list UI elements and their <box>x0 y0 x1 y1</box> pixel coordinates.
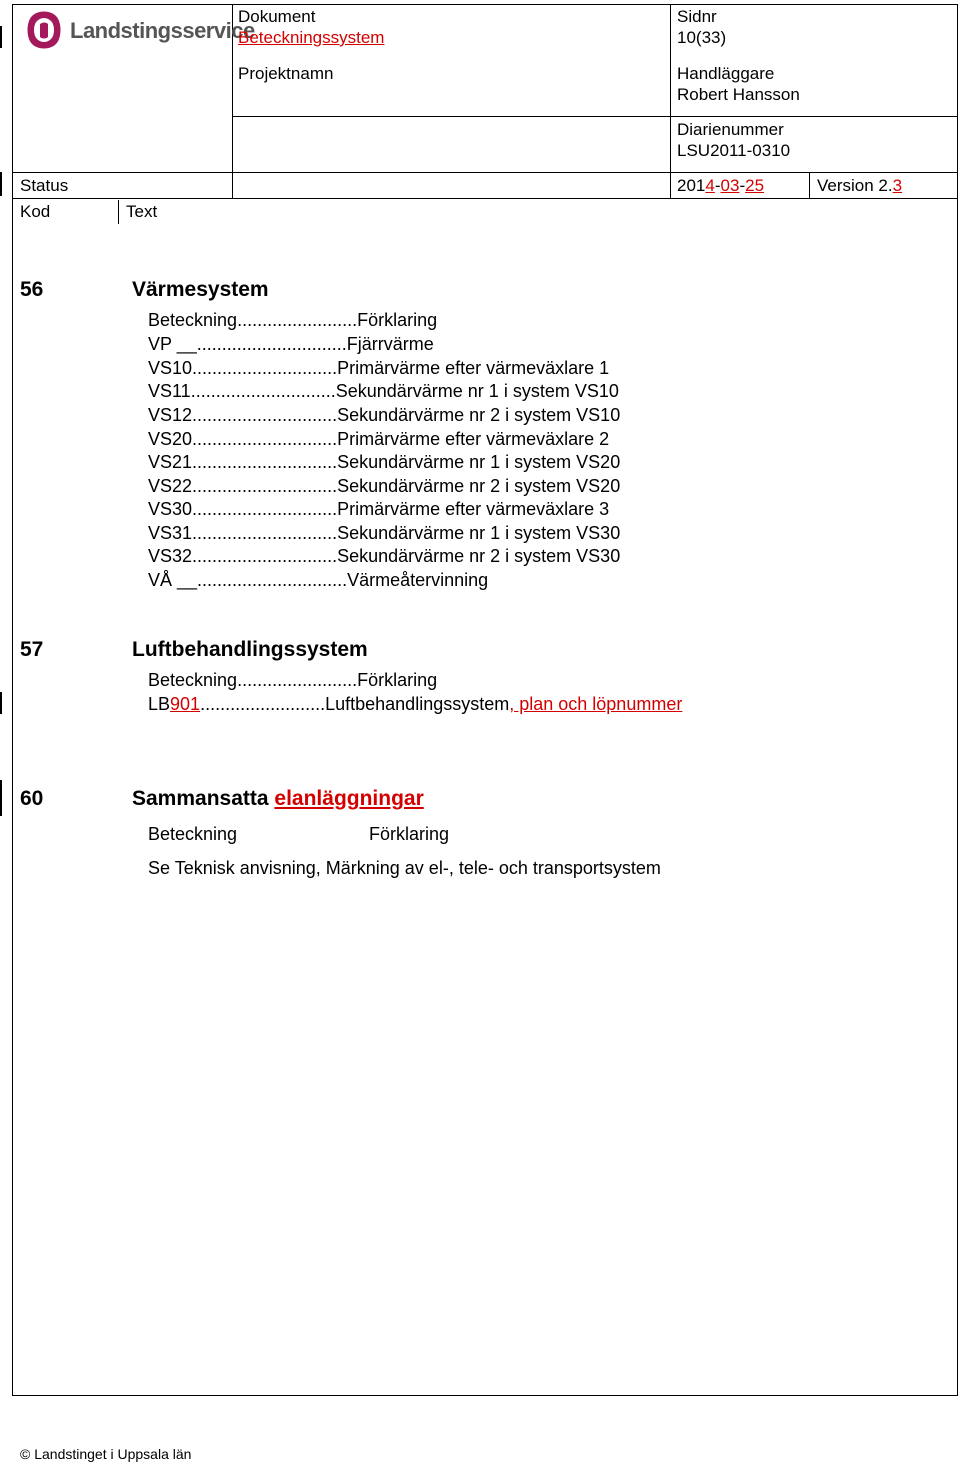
header-top-border <box>12 4 958 5</box>
section-60-col-code: Beteckning <box>148 824 238 844</box>
version-prefix: Version 2. <box>817 176 893 195</box>
list-item <box>148 475 620 497</box>
section-56-header-row <box>148 309 437 331</box>
sidnr-label: Sidnr <box>677 7 717 26</box>
version-value <box>817 175 902 196</box>
sidnr-value: 10(33) <box>677 28 727 47</box>
header-col-divider-2 <box>670 4 671 198</box>
text-label: Text <box>126 202 158 221</box>
change-bar <box>0 780 2 816</box>
leader-dots: ........................ <box>237 670 358 690</box>
section-60-col-desc: Förklaring <box>369 824 450 844</box>
item-code: VÅ __ <box>148 570 198 590</box>
leader-dots: ............................. <box>192 405 338 425</box>
title-part-changed: elanläggningar <box>274 787 424 810</box>
leader-dots: ............................. <box>192 499 338 519</box>
header-row-divider-3 <box>12 198 958 199</box>
section-60-note: Se Teknisk anvisning, Märkning av el-, tele- och transportsystem <box>148 858 661 878</box>
date-part: 25 <box>745 176 765 195</box>
item-desc: Luftbehandlingssystem <box>325 694 510 714</box>
handlaggare-label: Handläggare <box>677 64 775 83</box>
leader-dots: ......................... <box>200 694 326 714</box>
leader-dots: ............................. <box>192 476 338 496</box>
kod-text-divider <box>118 200 119 224</box>
list-item <box>148 545 620 567</box>
list-item <box>148 404 620 426</box>
title-part: Sammansatta <box>132 787 275 810</box>
change-bar <box>0 172 2 196</box>
list-item <box>148 522 620 544</box>
footer <box>20 1446 191 1462</box>
column-code-header: Beteckning <box>148 670 238 690</box>
date-part: 4 <box>705 176 715 195</box>
item-code: VS30 <box>148 499 193 519</box>
leader-dots: ............................. <box>190 381 336 401</box>
logo-text: Landstingsservice <box>70 18 255 43</box>
item-code: VS12 <box>148 405 193 425</box>
leader-dots: ............................. <box>192 523 338 543</box>
item-code: VS21 <box>148 452 193 472</box>
document-date <box>677 175 764 196</box>
date-part: - <box>739 176 746 195</box>
item-desc: Primärvärme efter värmeväxlare 3 <box>337 499 610 519</box>
leader-dots: ............................. <box>192 546 338 566</box>
section-56-number: 56 <box>20 278 44 301</box>
item-desc: Sekundärvärme nr 2 i system VS10 <box>337 405 621 425</box>
item-code: VP __ <box>148 334 197 354</box>
section-60-title <box>132 787 424 811</box>
item-code: VS10 <box>148 358 193 378</box>
frame-right-border <box>957 4 958 1396</box>
section-57-number: 57 <box>20 638 44 661</box>
item-desc: Sekundärvärme nr 2 i system VS30 <box>337 546 621 566</box>
projektnamn-label: Projektnamn <box>238 64 334 83</box>
item-code: VS22 <box>148 476 193 496</box>
kod-label: Kod <box>20 202 51 221</box>
section-57-title: Luftbehandlingssystem <box>132 638 368 661</box>
list-item <box>148 693 682 715</box>
section-56-title: Värmesystem <box>132 278 269 301</box>
version-suffix: 3 <box>892 176 903 195</box>
item-desc: Fjärrvärme <box>346 334 434 354</box>
list-item <box>148 569 488 591</box>
column-desc-header: Förklaring <box>357 670 438 690</box>
status-label: Status <box>20 176 69 195</box>
handlaggare-value: Robert Hansson <box>677 85 800 104</box>
column-desc-header: Förklaring <box>357 310 438 330</box>
copyright-icon: © <box>20 1446 31 1462</box>
item-desc: Primärvärme efter värmeväxlare 1 <box>337 358 610 378</box>
date-part: - <box>714 176 721 195</box>
list-item <box>148 498 609 520</box>
frame-bottom-border <box>12 1395 958 1396</box>
list-item <box>148 380 619 402</box>
item-desc: Sekundärvärme nr 2 i system VS20 <box>337 476 621 496</box>
leader-dots: ............................. <box>192 429 338 449</box>
list-item <box>148 451 620 473</box>
frame-left-border <box>12 4 13 1396</box>
section-57-header-row <box>148 669 437 691</box>
item-code: VS32 <box>148 546 193 566</box>
change-bar <box>0 26 2 48</box>
leader-dots: ........................ <box>237 310 358 330</box>
list-item <box>148 428 609 450</box>
header-row-divider-1 <box>232 116 957 117</box>
version-col-divider <box>809 172 810 198</box>
landstingsservice-logo-icon <box>24 10 64 50</box>
leader-dots: ............................. <box>192 358 338 378</box>
item-desc: Värmeåtervinning <box>347 570 489 590</box>
item-code-suffix: 901 <box>170 694 201 714</box>
item-code: VS20 <box>148 429 193 449</box>
item-desc-suffix: , plan och löpnummer <box>509 694 683 714</box>
list-item <box>148 333 434 355</box>
item-desc: Primärvärme efter värmeväxlare 2 <box>337 429 610 449</box>
leader-dots: .............................. <box>196 334 347 354</box>
dokument-value: Beteckningssystem <box>238 28 385 47</box>
date-part: 03 <box>720 176 740 195</box>
leader-dots: ............................. <box>192 452 338 472</box>
list-item <box>148 357 609 379</box>
date-part: 201 <box>677 176 706 195</box>
item-desc: Sekundärvärme nr 1 i system VS10 <box>335 381 619 401</box>
item-desc: Sekundärvärme nr 1 i system VS20 <box>337 452 621 472</box>
section-60-number: 60 <box>20 787 44 810</box>
logo <box>24 10 255 50</box>
diarienummer-label: Diarienummer <box>677 120 784 139</box>
header-row-divider-2 <box>12 172 958 173</box>
item-desc: Sekundärvärme nr 1 i system VS30 <box>337 523 621 543</box>
item-code: VS31 <box>148 523 193 543</box>
item-code: LB <box>148 694 171 714</box>
dokument-label: Dokument <box>238 7 316 26</box>
leader-dots: .............................. <box>197 570 348 590</box>
change-bar <box>0 692 2 714</box>
footer-text: Landstinget i Uppsala län <box>34 1446 192 1462</box>
diarienummer-value: LSU2011-0310 <box>677 141 791 160</box>
item-code: VS11 <box>148 381 191 401</box>
column-code-header: Beteckning <box>148 310 238 330</box>
